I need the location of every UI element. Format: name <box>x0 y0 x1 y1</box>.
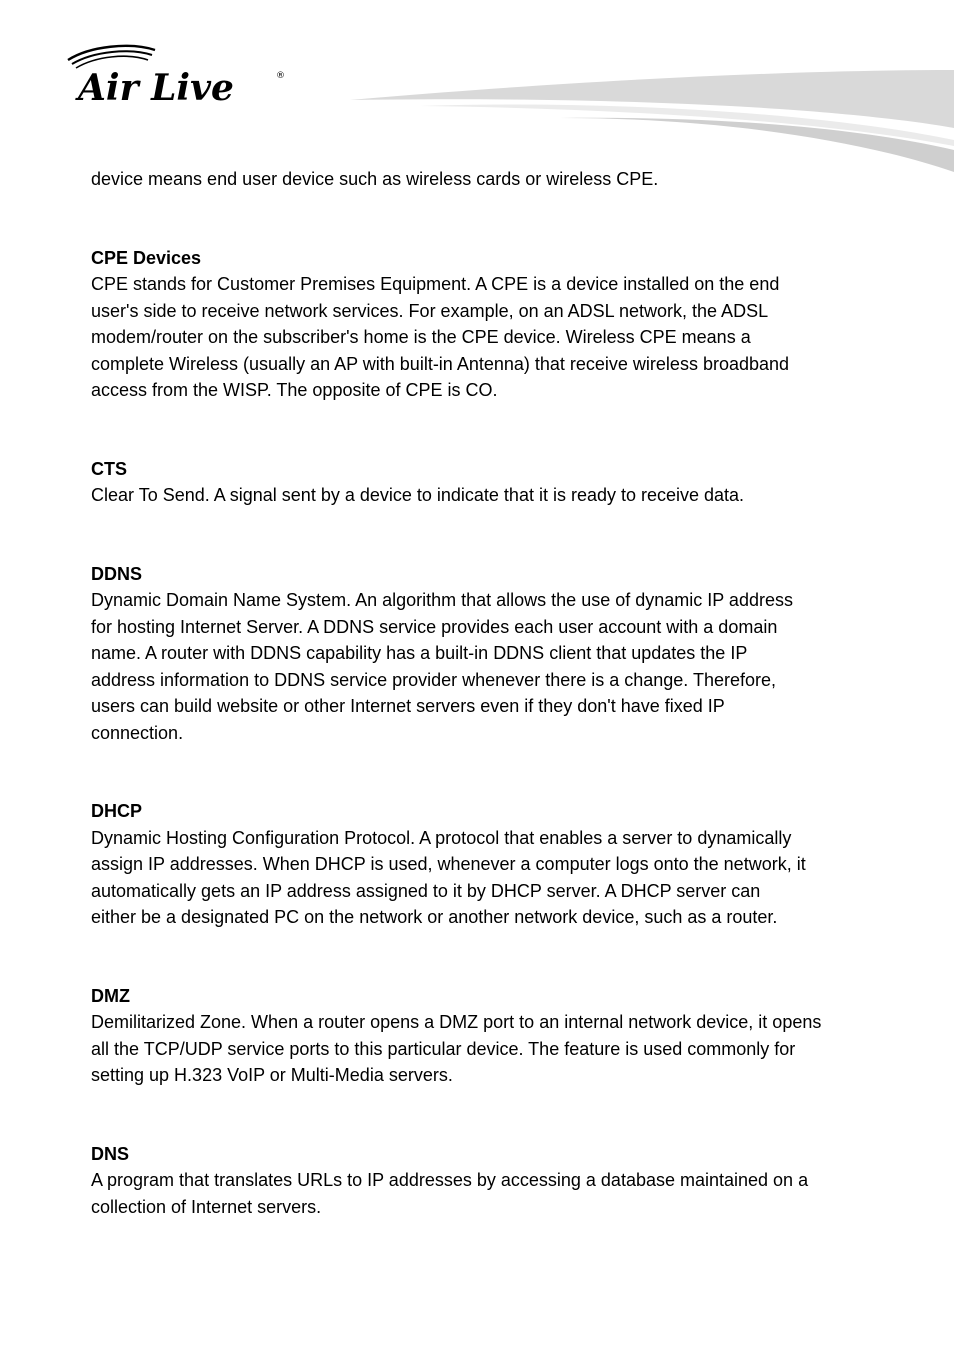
glossary-entry-dhcp <box>91 798 881 931</box>
entry-definition: CPE stands for Customer Premises Equipment. A CPE is a device installed on the end user's side to receive network services. For example, on an ADSL network, the ADSL modem/router on the subscriber's home is the CPE device. Wireless CPE means a complete Wireless (usually an AP with built-in Antenna) that receive wireless broadband access from the WISP. The opposite of CPE is CO. <box>91 274 790 400</box>
glossary-entry-ddns <box>91 561 881 747</box>
page-header <box>0 0 954 185</box>
glossary-entry-cpe-devices <box>91 245 881 404</box>
entry-term: DDNS <box>91 563 143 584</box>
logo-wordmark: Air Live <box>78 67 234 109</box>
glossary-content <box>91 166 881 1220</box>
glossary-entry-dmz <box>91 983 881 1089</box>
entry-definition: Dynamic Domain Name System. An algorithm that allows the use of dynamic IP address for hosting Internet Server. A DDNS service provides each user account with a domain name. A router with DDNS capability has a built-in DDNS client that updates the IP address information to DDNS service provider whenever there is a change. Therefore, users can build website or other Internet servers even if they don't have fixed IP connection. <box>91 590 793 743</box>
intro-text: device means end user device such as wireless cards or wireless CPE. <box>91 169 659 189</box>
entry-definition: Clear To Send. A signal sent by a device to indicate that it is ready to receive data. <box>91 485 745 505</box>
entry-term: CTS <box>91 458 127 479</box>
svg-text:®: ® <box>276 71 285 81</box>
entry-definition: A program that translates URLs to IP addresses by accessing a database maintained on a collection of Internet servers. <box>91 1170 809 1217</box>
entry-term: CPE Devices <box>91 247 202 268</box>
entry-term: DMZ <box>91 985 130 1006</box>
airlive-logo <box>60 40 290 110</box>
entry-definition: Demilitarized Zone. When a router opens a DMZ port to an internal network device, it opens all the TCP/UDP service ports to this particular device. The feature is used commonly for setting up H.323 VoIP or Multi-Media servers. <box>91 1012 822 1085</box>
entry-term: DNS <box>91 1143 130 1164</box>
glossary-entry-cts <box>91 456 881 509</box>
entry-term: DHCP <box>91 801 143 821</box>
entry-definition: Dynamic Hosting Configuration Protocol. A protocol that enables a server to dynamically assign IP addresses. When DHCP is used, whenever a computer logs onto the network, it automatically gets an IP address assigned to it by DHCP server. A DHCP server can either be a designated PC on the network or another network device, such as a router. <box>91 827 806 927</box>
glossary-entry-dns <box>91 1141 881 1221</box>
